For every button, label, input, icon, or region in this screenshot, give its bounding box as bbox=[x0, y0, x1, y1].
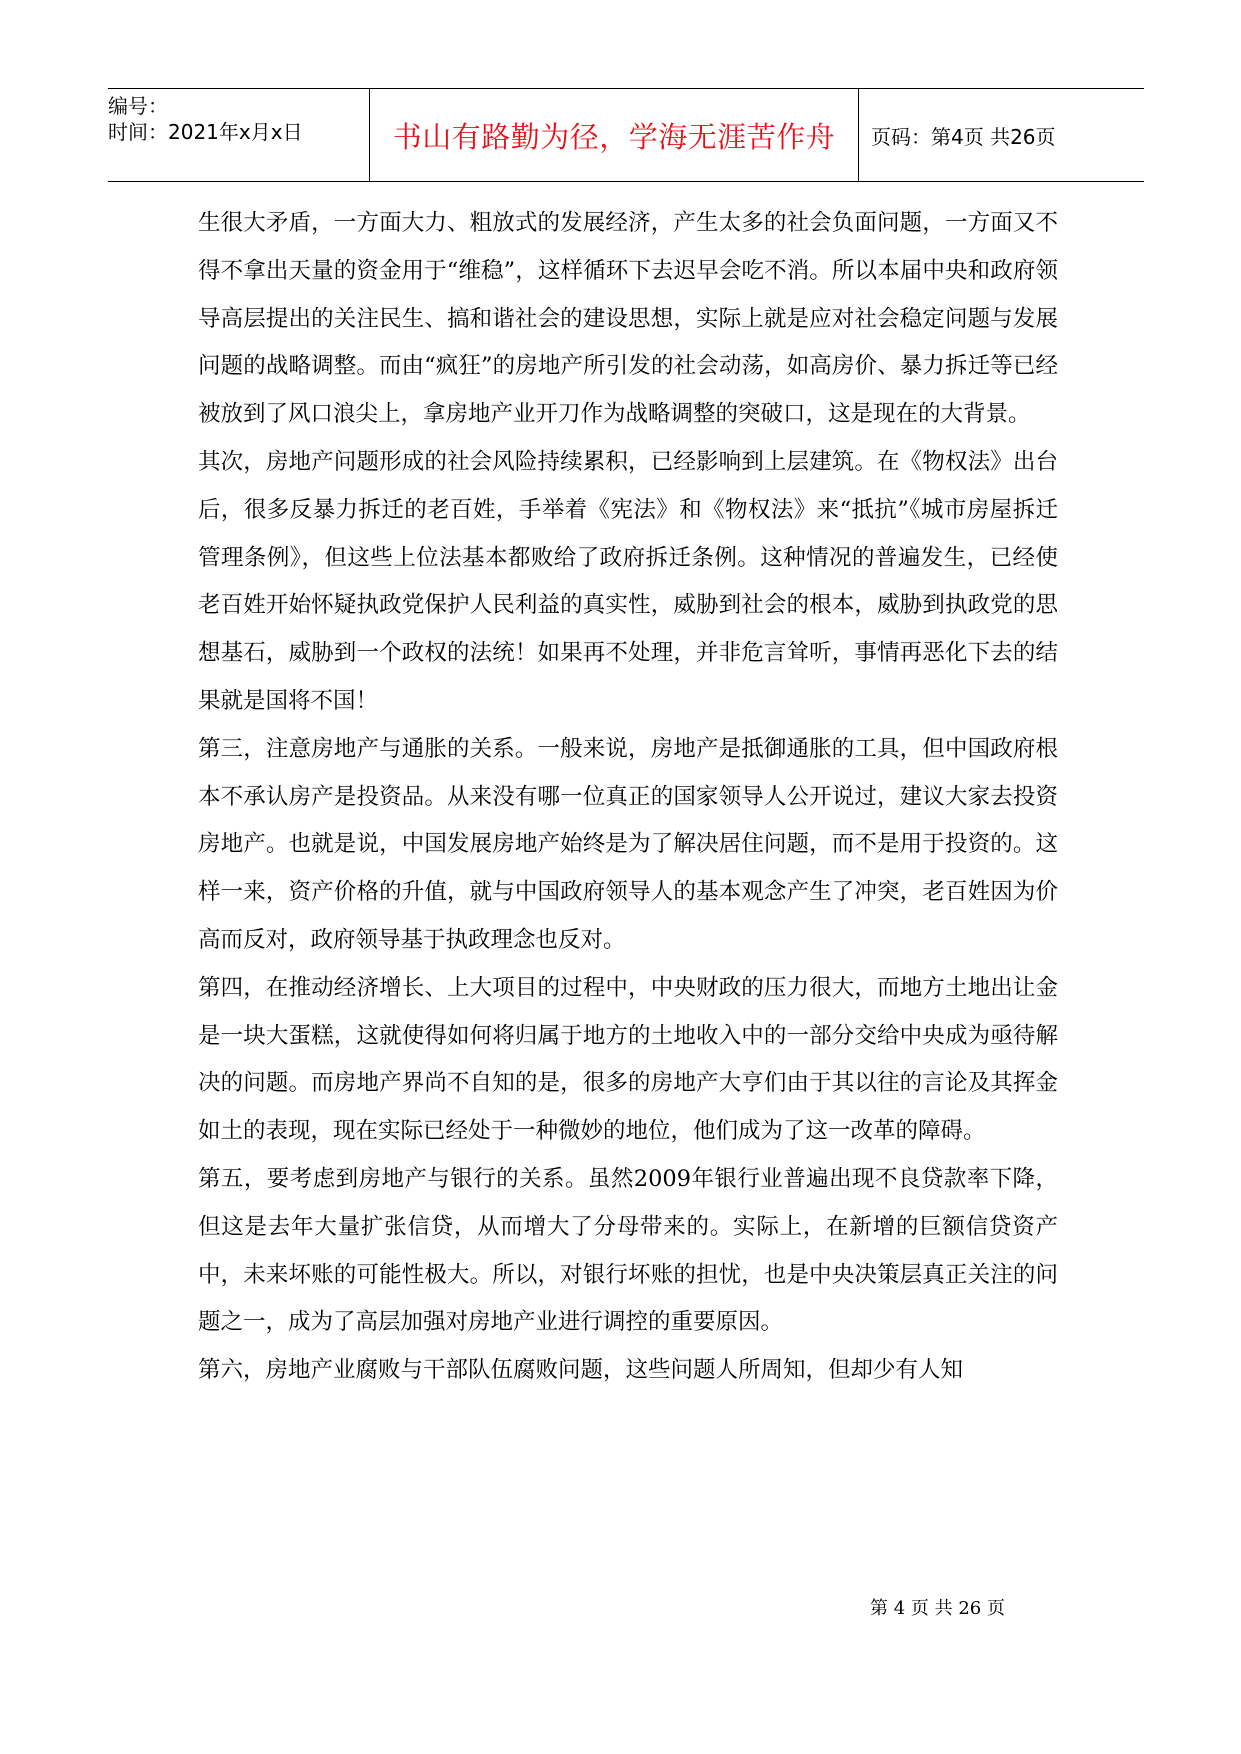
number-label: 编号： bbox=[108, 94, 168, 118]
header-meta-cell bbox=[108, 89, 370, 181]
paragraph: 其次，房地产问题形成的社会风险持续累积，已经影响到上层建筑。在《物权法》出台后，很多反暴力拆迁的老百姓，手举着《宪法》和《物权法》来“抵抗”《城市房屋拆迁管理条例》，但这些上位法基本都败给了政府拆迁条例。这种情况的普遍发生，已经使老百姓开始怀疑执政党保护人民利益的真实性，威胁到社会的根本，威胁到执政党的思想基石，威胁到一个政权的法统！如果再不处理，并非危言耸听，事情再恶化下去的结果就是国将不国！ bbox=[198, 448, 1058, 714]
time-label: 时间：2021年x月x日 bbox=[108, 120, 303, 144]
paragraph: 第五，要考虑到房地产与银行的关系。虽然2009年银行业普遍出现不良贷款率下降，但这是去年大量扩张信贷，从而增大了分母带来的。实际上，在新增的巨额信贷资产中，未来坏账的可能性极大。所以，对银行坏账的担忧，也是中央决策层真正关注的问题之一，成为了高层加强对房地产业进行调控的重要原因。 bbox=[198, 1165, 1058, 1336]
header-page-label: 页码：第4页 共26页 bbox=[871, 124, 1056, 149]
paragraph: 第四，在推动经济增长、上大项目的过程中，中央财政的压力很大，而地方土地出让金是一块大蛋糕，这就使得如何将归属于地方的土地收入中的一部分交给中央成为亟待解决的问题。而房地产界尚不自知的是，很多的房地产大亨们由于其以往的言论及其挥金如土的表现，现在实际已经处于一种微妙的地位，他们成为了这一改革的障碍。 bbox=[198, 974, 1058, 1145]
header-motto-cell bbox=[370, 89, 859, 181]
paragraph: 第三，注意房地产与通胀的关系。一般来说，房地产是抵御通胀的工具，但中国政府根本不承认房产是投资品。从来没有哪一位真正的国家领导人公开说过，建议大家去投资房地产。也就是说，中国发展房地产始终是为了解决居住问题，而不是用于投资的。这样一来，资产价格的升值，就与中国政府领导人的基本观念产生了冲突，老百姓因为价高而反对，政府领导基于执政理念也反对。 bbox=[198, 735, 1058, 953]
paragraph: 第六，房地产业腐败与干部队伍腐败问题，这些问题人所周知，但却少有人知 bbox=[198, 1357, 964, 1384]
paragraph: 生很大矛盾，一方面大力、粗放式的发展经济，产生太多的社会负面问题，一方面又不得不拿出天量的资金用于“维稳”，这样循环下去迟早会吃不消。所以本届中央和政府领导高层提出的关注民生、搞和谐社会的建设思想，实际上就是应对社会稳定问题与发展问题的战略调整。而由“疯狂”的房地产所引发的社会动荡，如高房价、暴力拆迁等已经被放到了风口浪尖上，拿房地产业开刀作为战略调整的突破口，这是现在的大背景。 bbox=[198, 210, 1058, 428]
document-body bbox=[198, 200, 1058, 1395]
page-header bbox=[108, 88, 1144, 182]
motto-text: 书山有路勤为径，学海无涯苦作舟 bbox=[392, 119, 836, 154]
page-footer: 第 4 页 共 26 页 bbox=[870, 1598, 1005, 1619]
header-page-cell bbox=[859, 89, 1144, 181]
